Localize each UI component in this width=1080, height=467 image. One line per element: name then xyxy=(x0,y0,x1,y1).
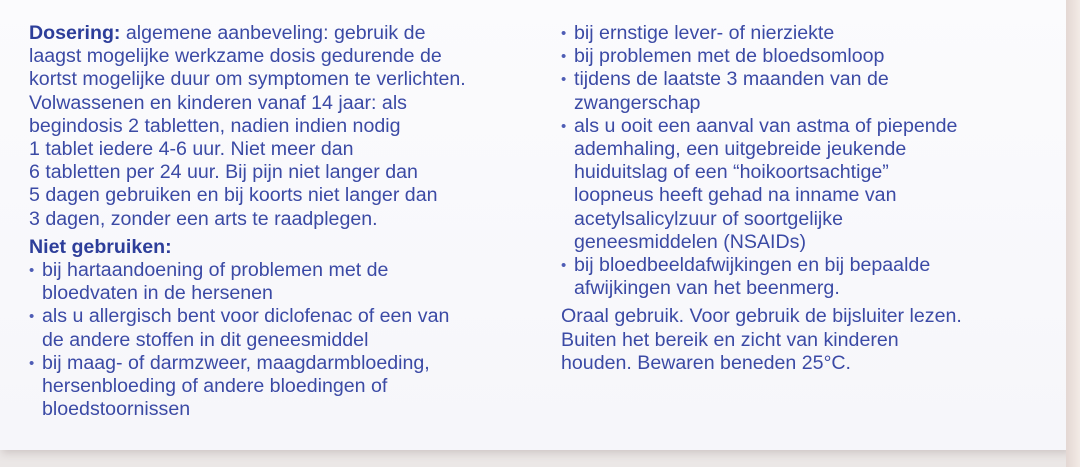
contraindication-item xyxy=(29,305,549,351)
bullet-line: loopneus heeft gehad na inname van xyxy=(574,184,897,207)
contraindication-item xyxy=(29,352,549,422)
contraindication-item xyxy=(561,68,1051,114)
niet-gebruiken-heading: Niet gebruiken: xyxy=(29,235,172,258)
bullet-line: • tijdens de laatste 3 maanden van de xyxy=(574,68,889,91)
package-edge xyxy=(1066,0,1080,467)
bullet-line: de andere stoffen in dit geneesmiddel xyxy=(42,328,369,351)
bullet-line: afwijkingen van het beenmerg. xyxy=(574,277,840,300)
dosering-paragraph xyxy=(29,22,549,92)
adult-line: Volwassenen en kinderen vanaf 14 jaar: als xyxy=(29,91,407,114)
dosering-line: algemene aanbeveling: gebruik de xyxy=(120,22,426,44)
bullet-line: zwangerschap xyxy=(574,91,701,114)
bullet-line: • als u allergisch bent voor diclofenac of een van xyxy=(42,305,450,328)
contraindication-item xyxy=(561,45,1051,68)
bullet-line: acetylsalicylzuur of soortgelijke xyxy=(574,207,843,230)
bullet-line: • bij hartaandoening of problemen met de xyxy=(42,259,389,282)
adult-line: begindosis 2 tabletten, nadien indien nodig xyxy=(29,114,401,137)
adult-line: 3 dagen, zonder een arts te raadplegen. xyxy=(29,207,378,230)
bullet-line: huiduitslag of een “hoikoortsachtige” xyxy=(574,161,889,184)
closing-paragraph xyxy=(561,305,1051,375)
bullet-line: • als u ooit een aanval van astma of piepende xyxy=(574,114,958,137)
bullet-line: • bij ernstige lever- of nierziekte xyxy=(574,22,835,44)
adult-line: 1 tablet iedere 4-6 uur. Niet meer dan xyxy=(29,138,354,161)
contraindication-item xyxy=(561,115,1051,254)
left-column xyxy=(29,22,549,421)
bullet-line: • bij problemen met de bloedsomloop xyxy=(574,45,885,68)
bullet-line: bloedstoornissen xyxy=(42,398,191,421)
adult-dosage-paragraph xyxy=(29,92,549,231)
dosering-line: kortst mogelijke duur om symptomen te verlichten. xyxy=(29,68,466,91)
contraindication-item xyxy=(561,22,1051,45)
closing-line: Buiten het bereik en zicht van kinderen xyxy=(561,328,899,351)
closing-line: houden. Bewaren beneden 25°C. xyxy=(561,351,851,374)
bullet-line: geneesmiddelen (NSAIDs) xyxy=(574,230,806,253)
dosering-line: laagst mogelijke werkzame dosis gedurende de xyxy=(29,45,442,68)
bullet-line: hersenbloeding of andere bloedingen of xyxy=(42,375,388,398)
right-column xyxy=(561,22,1051,375)
bullet-line: ademhaling, een uitgebreide jeukende xyxy=(574,138,907,161)
adult-line: 6 tabletten per 24 uur. Bij pijn niet langer dan xyxy=(29,161,418,184)
bullet-line: bloedvaten in de hersenen xyxy=(42,282,273,305)
contraindication-item xyxy=(29,259,549,305)
bullet-line: • bij bloedbeeldafwijkingen en bij bepaalde xyxy=(574,254,931,277)
adult-line: 5 dagen gebruiken en bij koorts niet langer dan xyxy=(29,184,438,207)
dosering-label: Dosering: xyxy=(29,22,121,44)
contraindication-item xyxy=(561,254,1051,300)
bullet-line: • bij maag- of darmzweer, maagdarmbloeding, xyxy=(42,351,430,374)
closing-line: Oraal gebruik. Voor gebruik de bijsluiter lezen. xyxy=(561,305,962,328)
